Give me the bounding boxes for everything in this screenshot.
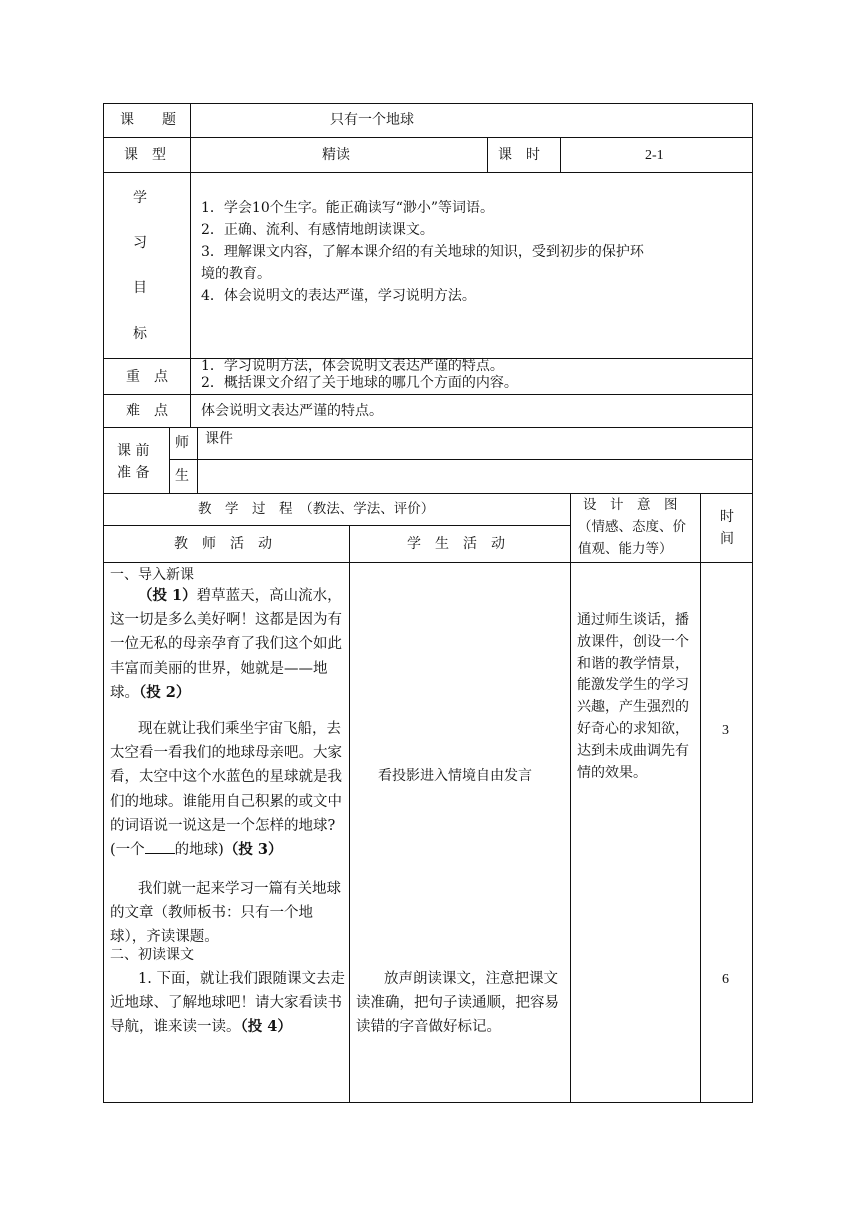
table-border-left <box>103 103 104 1103</box>
section-title: 一、导入新课 <box>110 567 194 583</box>
fill-in-blank <box>145 841 175 854</box>
teacher-activity-header: 教 师 活 动 <box>174 536 272 552</box>
row-divider <box>103 427 753 428</box>
type-label: 课 型 <box>124 147 166 163</box>
difficulty-label: 难 点 <box>126 403 168 419</box>
row-divider <box>103 562 753 563</box>
row-divider <box>169 459 753 460</box>
objective-item: 1．学会10个生字。能正确读写“渺小”等词语。 <box>201 200 495 216</box>
key-point-item: 2．概括课文介绍了关于地球的哪几个方面的内容。 <box>201 375 518 391</box>
process-title: 教 学 过 程 （教法、学法、评价） <box>198 501 435 517</box>
slide-tag: （投 2） <box>139 683 191 701</box>
preparation-teacher-label: 师 <box>175 435 189 451</box>
paragraph-text: (一个 <box>110 842 145 859</box>
paragraph-text: 现在就让我们乘坐宇宙飞船，去太空看一看我们的地球母亲吧。大家看，太空中这个水蓝色的星球就是我们的地球。谁能用自己积累的或文中的词语说一说这是一个怎样的地球? <box>110 721 342 834</box>
design-title-line1: 设 计 意 图 <box>583 497 678 513</box>
student-activity-text <box>356 967 566 1040</box>
teacher-paragraph <box>110 717 346 862</box>
objective-item: 2．正确、流利、有感情地朗读课文。 <box>201 222 434 238</box>
col-divider <box>570 493 571 1102</box>
preparation-label-line2: 准 备 <box>117 465 150 481</box>
table-border-top <box>103 103 753 104</box>
row-divider <box>103 137 753 138</box>
col-divider <box>197 427 198 493</box>
paragraph-text: 放声朗读课文，注意把课文读准确，把句子读通顺，把容易读错的字音做好标记。 <box>356 971 559 1036</box>
key-points-label: 重 点 <box>126 369 168 385</box>
preparation-student-label: 生 <box>175 468 189 484</box>
time-value: 6 <box>722 972 729 987</box>
objective-item: 境的教育。 <box>201 266 271 282</box>
time-title-line1: 时 <box>720 509 734 525</box>
design-title-line2: （情感、态度、价 <box>578 519 686 535</box>
design-title-line3: 值观、能力等） <box>578 541 673 557</box>
col-divider <box>169 427 170 493</box>
teacher-paragraph <box>110 877 346 950</box>
slide-tag: （投 4） <box>240 1018 292 1036</box>
student-activity-text: 看投影进入情境自由发言 <box>378 768 532 784</box>
topic-label: 课 题 <box>120 112 176 128</box>
objectives-label-char: 习 <box>133 235 147 251</box>
period-label: 课 时 <box>498 147 540 163</box>
period-value: 2-1 <box>645 148 664 163</box>
table-border-bottom <box>103 1102 753 1103</box>
key-point-item: 1．学习说明方法，体会说明文表达严谨的特点。 <box>201 358 504 374</box>
col-divider <box>190 394 191 427</box>
section-title: 二、初读课文 <box>110 947 194 963</box>
row-divider <box>103 525 570 526</box>
teacher-paragraph <box>110 584 346 705</box>
table-border-right <box>752 103 753 1103</box>
row-divider <box>103 172 753 173</box>
paragraph-text: 通过师生谈话，播放课件，创设一个和谐的教学情景，能激发学生的学习兴趣，产生强烈的好奇心的求知欲，达到未成曲调先有情的效果。 <box>577 612 689 781</box>
objective-item: 3．理解课文内容，了解本课介绍的有关地球的知识，受到初步的保护环 <box>201 244 644 260</box>
paragraph-text: 1. 下面，就让我们跟随课文去走近地球、了解地球吧！请大家看读书导航，谁来读一读。 <box>110 971 345 1036</box>
col-divider <box>349 525 350 1102</box>
preparation-teacher-value: 课件 <box>205 431 233 447</box>
teacher-paragraph <box>110 967 346 1040</box>
col-divider <box>487 137 488 172</box>
objectives-label-char: 标 <box>133 326 147 342</box>
paragraph-text: 我们就一起来学习一篇有关地球的文章（教师板书：只有一个地球），齐读课题。 <box>110 881 341 946</box>
time-title-line2: 间 <box>720 531 734 547</box>
row-divider <box>103 394 753 395</box>
preparation-label-line1: 课 前 <box>117 443 150 459</box>
objective-item: 4．体会说明文的表达严谨，学习说明方法。 <box>201 288 476 304</box>
col-divider <box>190 103 191 394</box>
paragraph-text: 碧草蓝天，高山流水，这一切是多么美好啊！这都是因为有一位无私的母亲孕育了我们这个如此丰富而美丽的世界，她就是——地球。 <box>110 588 342 701</box>
type-value: 精读 <box>322 147 350 163</box>
col-divider <box>700 493 701 1102</box>
objectives-label-char: 目 <box>133 280 147 296</box>
design-intent-text <box>577 610 699 784</box>
slide-tag: （投 3） <box>223 841 283 859</box>
paragraph-text: 的地球) <box>174 842 224 859</box>
col-divider <box>560 137 561 172</box>
slide-tag: （投 1） <box>138 587 197 604</box>
difficulty-value: 体会说明文表达严谨的特点。 <box>201 403 383 419</box>
time-value: 3 <box>722 723 729 738</box>
objectives-label-char: 学 <box>133 190 147 206</box>
row-divider <box>103 493 753 494</box>
topic-value: 只有一个地球 <box>330 112 414 128</box>
student-activity-header: 学 生 活 动 <box>407 536 505 552</box>
